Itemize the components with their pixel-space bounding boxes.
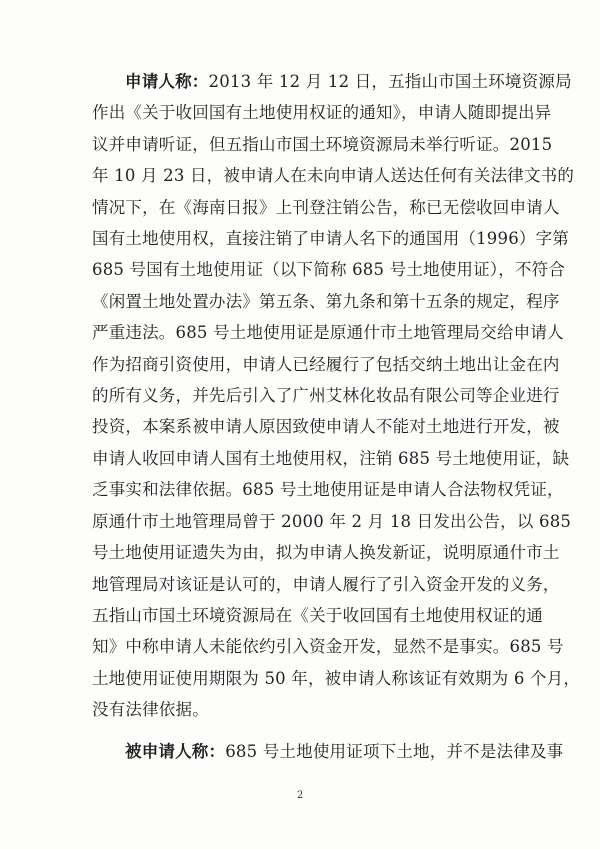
paragraph-line: 情况下，在《海南日报》上刊登注销公告，称已无偿收回申请人 [92, 197, 560, 217]
paragraph-line: 土地使用证使用期限为 50 年，被申请人称该证有效期为 6 个月， [92, 668, 581, 688]
paragraph-line: 知》中称申请人未能依约引入资金开发，显然不是事实。685 号 [92, 637, 564, 657]
paragraph-line: 申请人收回申请人国有土地使用权，注销 685 号土地使用证，缺 [92, 448, 570, 468]
paragraph-line: 严重违法。685 号土地使用证是原通什市土地管理局交给申请人 [92, 323, 564, 343]
paragraph-line: 乏事实和法律依据。685 号土地使用证是申请人合法物权凭证， [92, 480, 564, 500]
applicant-statement-paragraph [92, 66, 581, 726]
paragraph-line-text: 2013 年 12 月 12 日，五指山市国土环境资源局 [208, 72, 572, 91]
paragraph-line: 作出《关于收回国有土地使用权证的通知》，申请人随即提出异 [92, 103, 552, 123]
paragraph-line-text: 685 号土地使用证项下土地，并不是法律及事 [225, 742, 564, 761]
paragraph-line: 685 号国有土地使用证（以下简称 685 号土地使用证），不符合 [92, 260, 566, 280]
applicant-label: 申请人称： [125, 72, 209, 91]
paragraph-line: 作为招商引资使用，申请人已经履行了包括交纳土地出让金在内 [92, 354, 560, 374]
paragraph-line: 国有土地使用权，直接注销了申请人名下的通国用（1996）字第 [92, 229, 569, 249]
paragraph-line: 地管理局对该证是认可的，申请人履行了引入资金开发的义务， [92, 574, 560, 594]
paragraph-line [92, 66, 572, 97]
paragraph-line: 投资，本案系被申请人原因致使申请人不能对土地进行开发，被 [92, 417, 560, 437]
paragraph-line: 号土地使用证遗失为由，拟为申请人换发新证，说明原通什市土 [92, 543, 560, 563]
paragraph-line: 的所有义务，并先后引入了广州艾林化妆品有限公司等企业进行 [92, 386, 560, 406]
respondent-statement-paragraph [92, 736, 564, 767]
page-number: 2 [296, 790, 304, 801]
respondent-label: 被申请人称： [125, 742, 226, 761]
paragraph-line: 年 10 月 23 日，被申请人在未向申请人送达任何有关法律文书的 [92, 166, 575, 186]
paragraph-line: 五指山市国土环境资源局在《关于收回国有土地使用权证的通 [92, 605, 543, 625]
paragraph-line [92, 736, 564, 767]
paragraph-line: 没有法律依据。 [92, 700, 209, 720]
paragraph-line: 原通什市土地管理局曾于 2000 年 2 月 18 日发出公告，以 685 [92, 511, 572, 531]
paragraph-line: 《闲置土地处置办法》第五条、第九条和第十五条的规定，程序 [92, 291, 560, 311]
paragraph-line: 议并申请听证，但五指山市国土环境资源局未举行听证。2015 [92, 134, 553, 154]
